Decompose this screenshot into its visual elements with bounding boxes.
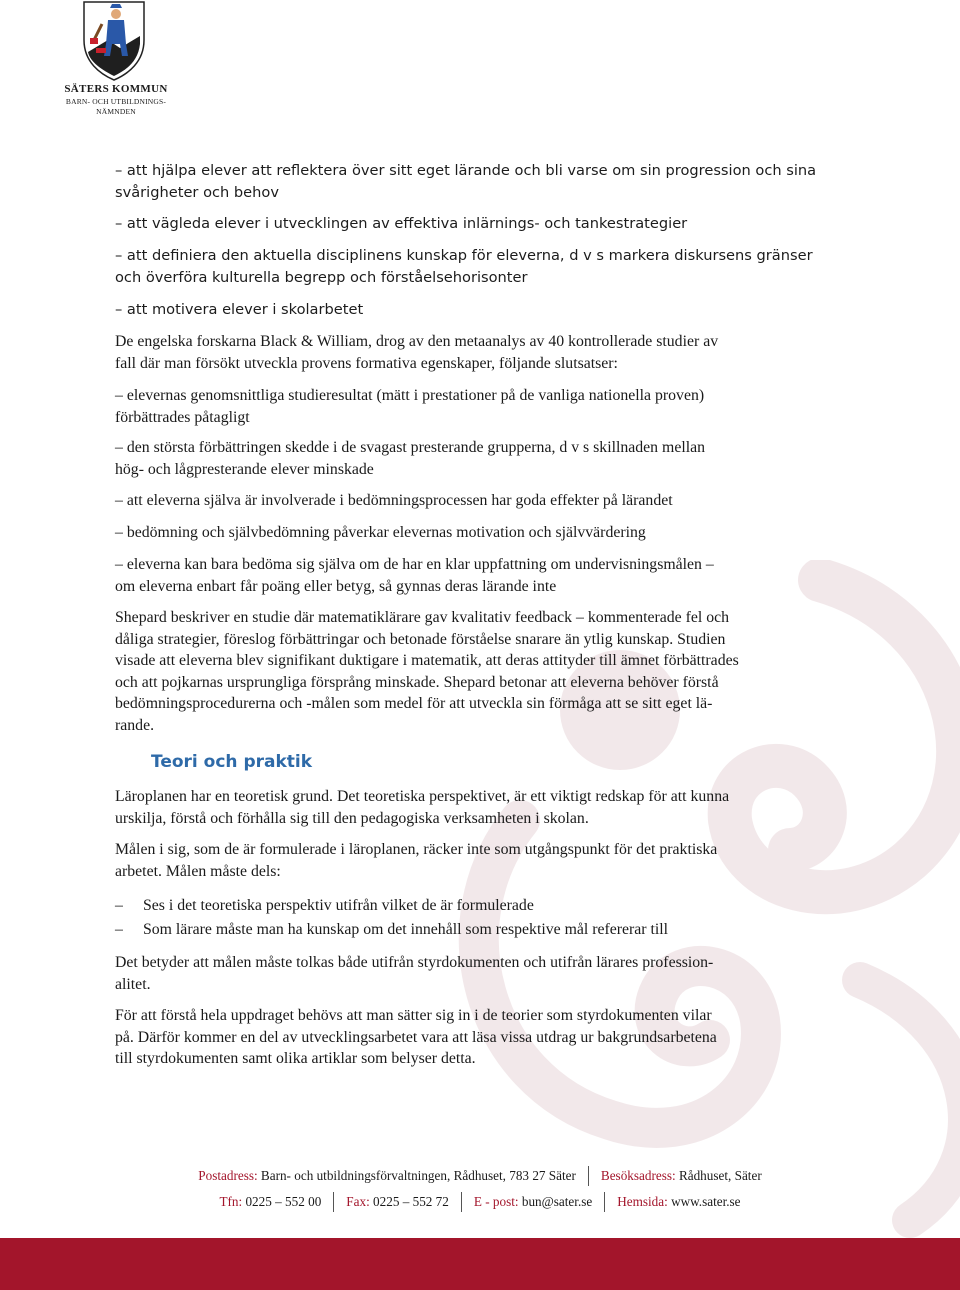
org-subtitle-line1: BARN- OCH UTBILDNINGS-: [65, 97, 167, 106]
section-heading: Teori och praktik: [151, 752, 313, 772]
fax-label: Fax:: [346, 1194, 370, 1209]
list-item: – den största förbättringen skedde i de svagast presterande grupperna, d v s skillnaden mellan hög- och lågpresterande elever minskade: [115, 439, 706, 478]
list-item: – eleverna kan bara bedöma sig själva om de har en klar uppfattning om undervisningsmålen – om eleverna enbart får poäng eller betyg, så gynnas deras lärande inte: [115, 556, 714, 595]
list-item: – att definiera den aktuella disciplinens kunskap för eleverna, d v s markera diskursens gränser och överföra kulturella begrepp och förståelsehorisonter: [115, 247, 813, 286]
org-name: SÄTERS KOMMUN: [64, 83, 168, 95]
phone-label: Tfn:: [219, 1194, 243, 1209]
paragraph-black-william: De engelska forskarna Black & William, drog av den metaanalys av 40 kontrollerade studier av fall där man försökt utveckla provens formativa egenskaper, följande slutsatser:: [115, 333, 719, 372]
web-label: Hemsida:: [617, 1194, 668, 1209]
email-link[interactable]: bun@sater.se: [521, 1194, 593, 1209]
org-subtitle-line2: NÄMNDEN: [96, 107, 136, 116]
website-link[interactable]: www.sater.se: [671, 1194, 741, 1209]
dash-bullet: –: [115, 897, 123, 914]
postal-value: Barn- och utbildningsförvaltningen, Rådhuset, 783 27 Säter: [260, 1168, 576, 1183]
postal-label: Postadress:: [198, 1168, 258, 1183]
paragraph-shepard: Shepard beskriver en studie där matematiklärare gav kvalitativ feedback – kommenterade fel och dåliga strategier, föreslog förbättringar och betonade förståelse snarare än ytlig kunskap. Studien visade att eleverna blev signifikant duktigare i matematik, att deras attityder till ämnet förbättrades och att pojkarnas ursprungliga försprång minskade. Shepard betonar att eleverna behöver förstå bedömningsprocedurerna och -målen som medel för att utveckla sin förmåga att se sitt eget lä- rande.: [115, 609, 739, 734]
paragraph-theory: Läroplanen har en teoretisk grund. Det teoretiska perspektivet, är ett viktigt redskap för att kunna urskilja, förstå och förhålla sig till den pedagogiska verksamheten i skolan.: [115, 788, 730, 827]
list-item: – elevernas genomsnittliga studieresultat (mätt i prestationer på de vanliga nationella proven) förbättrades påtagligt: [115, 387, 705, 426]
phone-value: 0225 – 552 00: [245, 1194, 322, 1209]
list-item: – att vägleda elever i utvecklingen av effektiva inlärnings- och tankestrategier: [115, 215, 688, 232]
paragraph-interpretation: Det betyder att målen måste tolkas både utifrån styrdokumenten och utifrån lärares profession- alitet.: [115, 954, 714, 993]
footer-address-row: [0, 1166, 960, 1186]
footer-contact-row: [0, 1192, 960, 1212]
footer-divider: [333, 1192, 334, 1212]
dash-bullet: –: [115, 921, 123, 938]
footer-color-bar: [0, 1238, 960, 1290]
email-label: E - post:: [473, 1194, 519, 1209]
list-item: – bedömning och självbedömning påverkar elevernas motivation och självvärdering: [115, 524, 646, 541]
paragraph-final: För att förstå hela uppdraget behövs att man sätter sig in i de teorier som styrdokumenten vilar på. Därför kommer en del av utvecklingsarbetet vara att läsa vissa utdrag ur bakgrundsarbetena till styrdokumenten samt olika artiklar som belyser detta.: [115, 1007, 717, 1068]
footer-divider: [604, 1192, 605, 1212]
org-subtitle: [56, 97, 176, 117]
paragraph-goals: Målen i sig, som de är formulerade i läroplanen, räcker inte som utgångspunkt för det praktiska arbetet. Målen måste dels:: [115, 841, 718, 880]
coat-of-arms-icon: [80, 0, 148, 82]
footer-divider: [588, 1166, 589, 1186]
list-item: – att eleverna själva är involverade i bedömningsprocessen har goda effekter på lärandet: [115, 492, 673, 509]
list-item: – att hjälpa elever att reflektera över sitt eget lärande och bli varse om sin progression och sina svårigheter och behov: [115, 162, 817, 201]
fax-value: 0225 – 552 72: [373, 1194, 449, 1209]
footer-divider: [461, 1192, 462, 1212]
list-item: – att motivera elever i skolarbetet: [115, 301, 364, 318]
visit-value: Rådhuset, Säter: [678, 1168, 762, 1183]
visit-label: Besöksadress:: [600, 1168, 676, 1183]
